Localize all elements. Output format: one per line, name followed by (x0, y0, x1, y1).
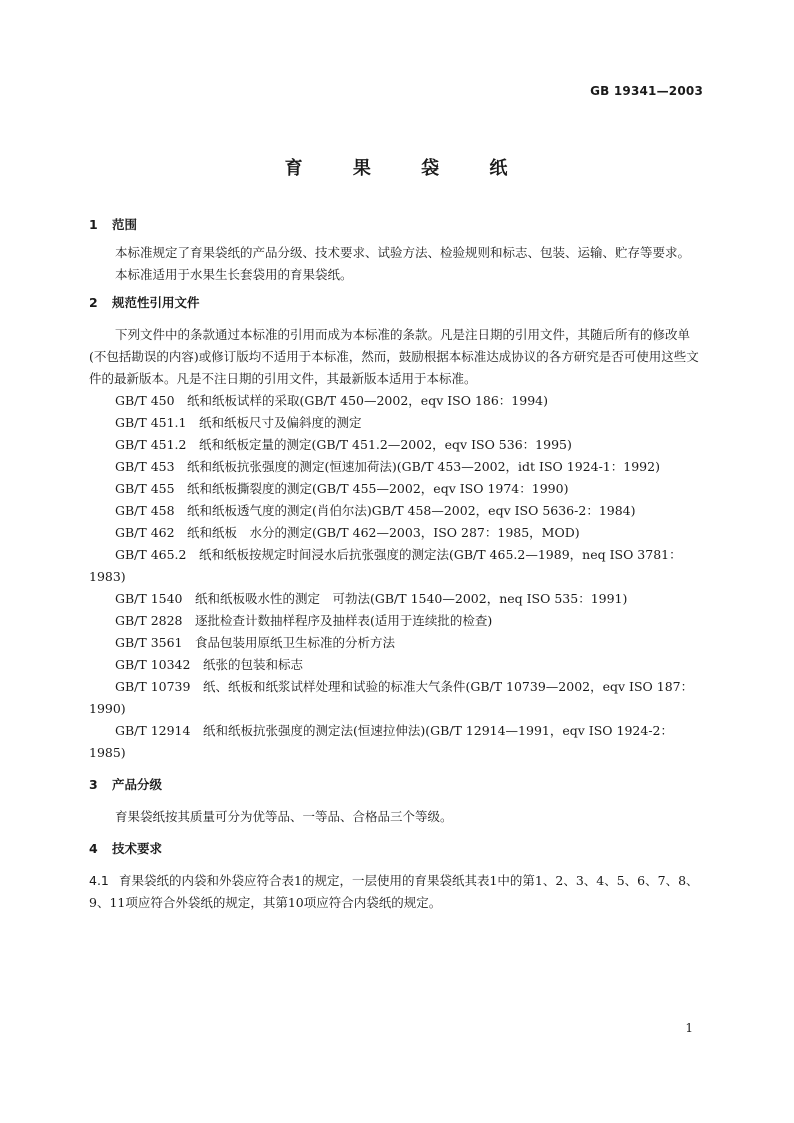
section-title: 范围 (112, 217, 138, 232)
section-title: 规范性引用文件 (112, 295, 200, 310)
section-number: 3 (89, 777, 98, 792)
reference-item: GB/T 10739 纸、纸板和纸浆试样处理和试验的标准大气条件(GB/T 10739—2002，eqv ISO 187：1990) (89, 679, 694, 716)
paragraph: 本标准规定了育果袋纸的产品分级、技术要求、试验方法、检验规则和标志、包装、运输、贮存等要求。 (115, 245, 691, 260)
section-heading-1 (89, 214, 705, 236)
reference-item: GB/T 450 纸和纸板试样的采取(GB/T 450—2002，eqv ISO 186：1994) (115, 393, 548, 408)
reference-item: GB/T 462 纸和纸板 水分的测定(GB/T 462—2003，ISO 287：1985，MOD) (115, 525, 580, 540)
section-number: 2 (89, 295, 98, 310)
section-heading-2 (89, 292, 705, 314)
reference-item: GB/T 451.1 纸和纸板尺寸及偏斜度的测定 (115, 415, 362, 430)
standard-code: GB 19341—2003 (590, 84, 703, 98)
paragraph: 本标准适用于水果生长套袋用的育果袋纸。 (115, 267, 353, 282)
clause-text: 育果袋纸的内袋和外袋应符合表1的规定，一层使用的育果袋纸其表1中的第1、2、3、4、5、6、7、8、9、11项应符合外袋纸的规定，其第10项应符合内袋纸的规定。 (89, 873, 699, 910)
reference-item: GB/T 12914 纸和纸板抗张强度的测定法(恒速拉伸法)(GB/T 12914—1991，eqv ISO 1924-2：1985) (89, 723, 674, 760)
reference-item: GB/T 3561 食品包装用原纸卫生标准的分析方法 (115, 635, 396, 650)
clause-number: 4.1 (89, 873, 109, 888)
section-title: 技术要求 (112, 841, 163, 856)
clause-4-1 (89, 870, 705, 914)
paragraph: 育果袋纸按其质量可分为优等品、一等品、合格品三个等级。 (115, 809, 453, 824)
reference-item: GB/T 451.2 纸和纸板定量的测定(GB/T 451.2—2002，eqv ISO 536：1995) (115, 437, 572, 452)
reference-item: GB/T 453 纸和纸板抗张强度的测定(恒速加荷法)(GB/T 453—2002，idt ISO 1924-1：1992) (115, 459, 660, 474)
section-heading-4 (89, 838, 705, 860)
reference-item: GB/T 1540 纸和纸板吸水性的测定 可勃法(GB/T 1540—2002，neq ISO 535：1991) (115, 591, 628, 606)
paragraph: 下列文件中的条款通过本标准的引用而成为本标准的条款。凡是注日期的引用文件，其随后所有的修改单(不包括勘误的内容)或修订版均不适用于本标准，然而，鼓励根据本标准达成协议的各方研究是否可使用这些文件的最新版本。凡是不注日期的引用文件，其最新版本适用于本标准。 (89, 327, 699, 386)
reference-item: GB/T 455 纸和纸板撕裂度的测定(GB/T 455—2002，eqv ISO 1974：1990) (115, 481, 569, 496)
document-title: 育 果 袋 纸 (284, 158, 530, 179)
section-heading-3 (89, 774, 705, 796)
reference-item: GB/T 2828 逐批检查计数抽样程序及抽样表(适用于连续批的检查) (115, 613, 493, 628)
reference-item: GB/T 465.2 纸和纸板按规定时间浸水后抗张强度的测定法(GB/T 465.2—1989，neq ISO 3781：1983) (89, 547, 682, 584)
section-title: 产品分级 (112, 777, 163, 792)
section-number: 1 (89, 217, 98, 232)
section-number: 4 (89, 841, 98, 856)
reference-item: GB/T 10342 纸张的包装和标志 (115, 657, 303, 672)
document-body (89, 214, 705, 914)
reference-item: GB/T 458 纸和纸板透气度的测定(肖伯尔法)GB/T 458—2002，eqv ISO 5636-2：1984) (115, 503, 636, 518)
page-number: 1 (685, 1021, 693, 1035)
